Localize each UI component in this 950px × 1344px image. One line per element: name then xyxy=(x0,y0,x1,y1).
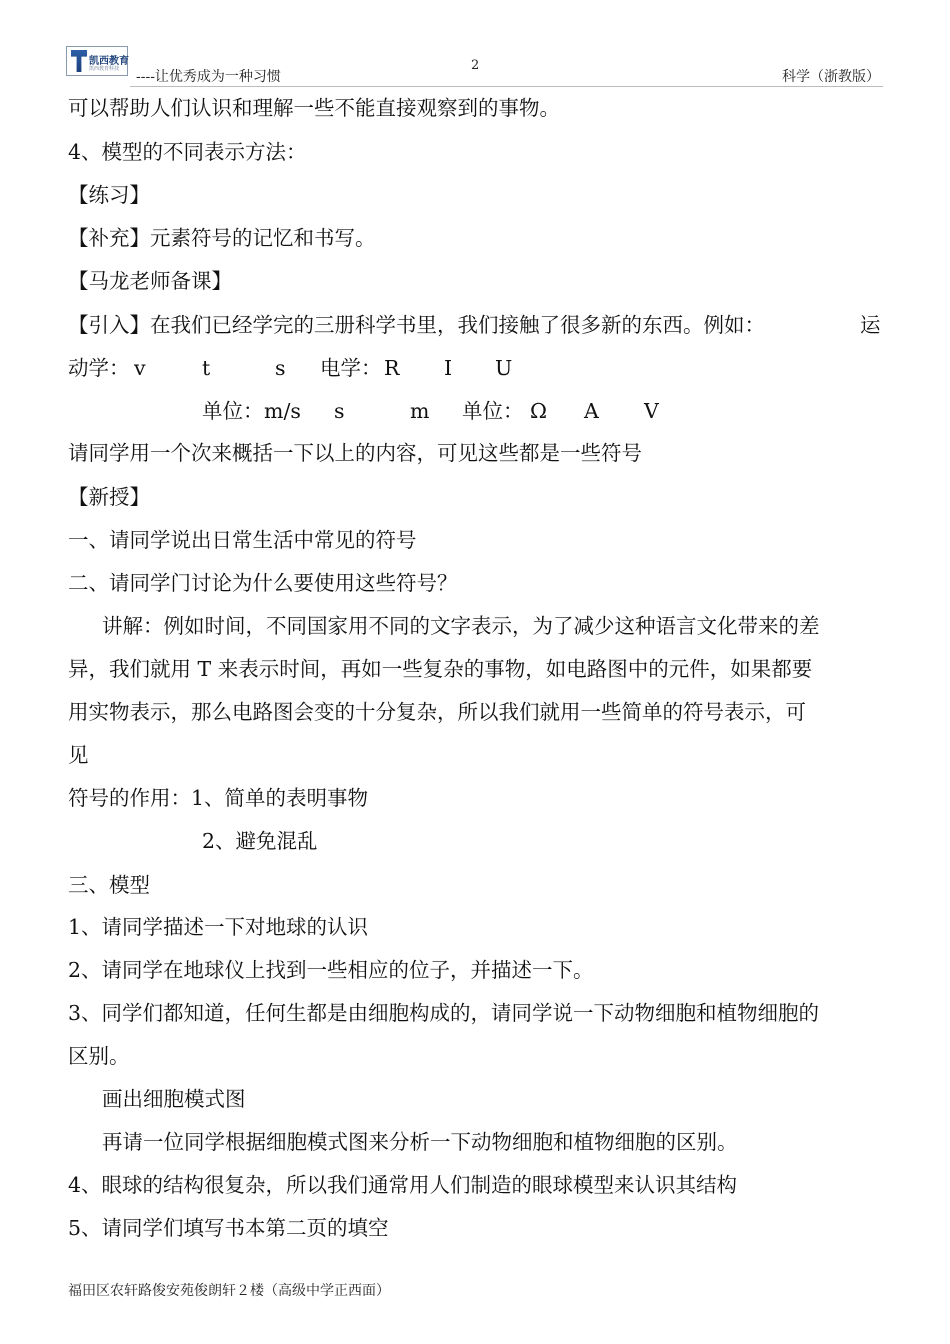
unit-label-1: 单位： xyxy=(202,399,264,423)
header-divider xyxy=(130,86,883,87)
model-item-4: 4、眼球的结构很复杂，所以我们通常用人们制造的眼球模型来认识其结构 xyxy=(68,1173,738,1197)
symbol-r: R xyxy=(384,356,400,380)
unit-label-2: 单位： xyxy=(462,399,524,423)
header-slogan: ----让优秀成为一种习惯 xyxy=(136,69,281,85)
section-two: 二、请同学门讨论为什么要使用这些符号？ xyxy=(68,571,458,595)
model-item-2: 2、请同学在地球仪上找到一些相应的位子，并描述一下。 xyxy=(68,958,594,982)
summary-line: 请同学用一个次来概括一下以上的内容，可见这些都是一些符号 xyxy=(68,441,642,465)
electricity-label: 电学： xyxy=(320,356,382,380)
page-footer-address: 福田区农轩路俊安苑俊朗轩２楼（高级中学正西面） xyxy=(68,1283,390,1299)
logo-mark-icon xyxy=(71,50,87,72)
symbol-s: s xyxy=(275,356,286,380)
model-item-5: 5、请同学们填写书本第二页的填空 xyxy=(68,1216,389,1240)
page-header xyxy=(0,0,950,96)
kinematics-label: 动学： xyxy=(68,356,130,380)
supplement-line: 【补充】元素符号的记忆和书写。 xyxy=(68,226,376,250)
page-number: 2 xyxy=(471,58,480,73)
unit-s: s xyxy=(334,399,345,423)
symbol-u: U xyxy=(495,356,513,380)
unit-v: V xyxy=(644,399,659,423)
intro-line-end: 运 xyxy=(860,313,881,337)
header-subject: 科学（浙教版） xyxy=(782,69,880,85)
symbol-i: I xyxy=(444,356,453,380)
body-line-2: 4、模型的不同表示方法： xyxy=(68,140,307,164)
model-item-1: 1、请同学描述一下对地球的认识 xyxy=(68,915,369,939)
unit-ms: m/s xyxy=(264,399,301,423)
model-item-3-cont: 区别。 xyxy=(68,1044,130,1068)
explanation-line-2: 异，我们就用 T 来表示时间，再如一些复杂的事物，如电路图中的元件，如果都要 xyxy=(68,657,813,681)
intro-line: 【引入】在我们已经学完的三册科学书里，我们接触了很多新的东西。例如： xyxy=(68,313,765,337)
draw-cell-diagram: 画出细胞模式图 xyxy=(102,1087,246,1111)
unit-m: m xyxy=(410,399,430,423)
unit-ohm: Ω xyxy=(530,399,547,423)
symbol-v: v xyxy=(134,356,146,380)
symbol-t: t xyxy=(202,356,211,380)
symbol-function-1: 符号的作用：1、简单的表明事物 xyxy=(68,786,369,810)
model-item-3: 3、同学们都知道，任何生都是由细胞构成的，请同学说一下动物细胞和植物细胞的 xyxy=(68,1001,820,1025)
body-line-1: 可以帮助人们认识和理解一些不能直接观察到的事物。 xyxy=(68,96,560,120)
company-logo xyxy=(66,46,128,76)
section-three: 三、模型 xyxy=(68,873,150,897)
symbol-function-2: 2、避免混乱 xyxy=(202,829,318,853)
lesson-prep-heading: 【马龙老师备课】 xyxy=(68,269,232,293)
logo-text: 凯西教育 xyxy=(89,56,129,67)
practice-heading: 【练习】 xyxy=(68,183,150,207)
logo-subtext: 凯西教育科技 xyxy=(89,66,120,72)
explanation-line-1: 讲解：例如时间，不同国家用不同的文字表示，为了减少这种语言文化带来的差 xyxy=(102,614,820,638)
unit-a: A xyxy=(584,399,599,423)
explanation-line-4: 见 xyxy=(68,743,89,767)
new-lesson-heading: 【新授】 xyxy=(68,485,150,509)
explanation-line-3: 用实物表示，那么电路图会变的十分复杂，所以我们就用一些简单的符号表示，可 xyxy=(68,700,806,724)
section-one: 一、请同学说出日常生活中常见的符号 xyxy=(68,528,417,552)
analyze-cell-diagram: 再请一位同学根据细胞模式图来分析一下动物细胞和植物细胞的区别。 xyxy=(102,1130,738,1154)
